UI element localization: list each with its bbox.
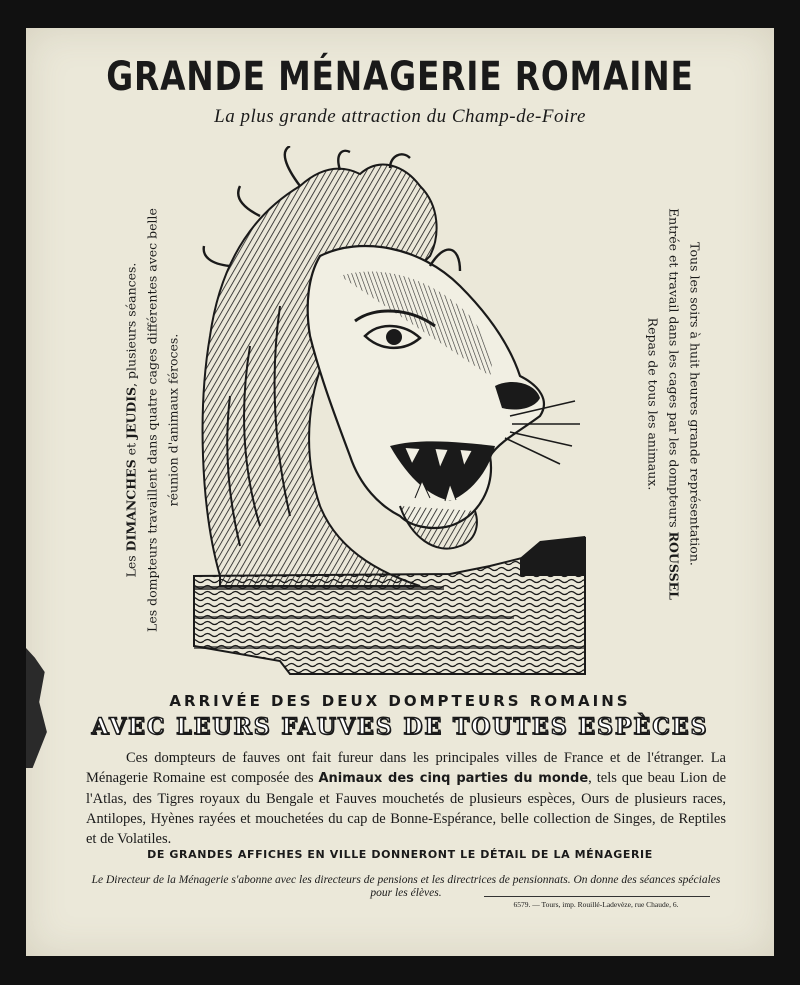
poster-subtitle: La plus grande attraction du Champ-de-Foire [214, 106, 586, 127]
announcement: DE GRANDES AFFICHES EN VILLE DONNERONT LE DÉTAIL DE LA MÉNAGERIE [147, 848, 653, 861]
poster-sheet [26, 28, 774, 956]
headline-fauves: AVEC LEURS FAUVES DE TOUTES ESPÈCES [91, 714, 709, 740]
left-side-line-1: Les DIMANCHES et JEUDIS, plusieurs séances. [123, 262, 139, 578]
headline-arrival: ARRIVÉE DES DEUX DOMPTEURS ROMAINS [169, 692, 631, 710]
right-side-line-2: Entrée et travail dans les cages par les dompteurs ROUSSEL [666, 208, 682, 600]
body-bold-phrase: Animaux des cinq parties du monde [318, 771, 589, 786]
director-note: Le Directeur de la Ménagerie s'abonne avec les directeurs de pensions et les directrices de pensionnats. On donne des séances spéciales pour les élèves. [91, 874, 721, 899]
poster-title: GRANDE MÉNAGERIE ROMAINE [106, 54, 694, 100]
right-side-text [643, 194, 706, 614]
lion-head-illustration [190, 146, 590, 681]
body-paragraph: Ces dompteurs de fauves ont fait fureur dans les principales villes de France et de l'étranger. La Ménagerie Romaine est composée des Animaux des cinq parties du monde, tels que beau Lion de l'Atlas, des Tigres royaux du Bengale et Fauves mouchetés de plusieurs espèces, Ours de plusieurs races, Antilopes, Hyènes rayées et mouchetées du cap de Bonne-Espérance, belle collection de Singes, de Reptiles et de Volatiles. [86, 750, 727, 847]
right-side-line-3: Repas de tous les animaux. [645, 317, 661, 491]
printer-imprint: 6579. — Tours, imp. Rouillé-Ladevèze, rue Chaude, 6. [513, 900, 679, 909]
left-side-line-2: Les dompteurs travaillent dans quatre cages différentes avec belle [144, 208, 160, 632]
right-side-line-1: Tous les soirs à huit heures grande représentation. [687, 242, 703, 566]
left-side-line-3: réunion d'animaux féroces. [165, 333, 181, 507]
left-side-text [121, 200, 184, 640]
imprint-rule [484, 896, 710, 897]
